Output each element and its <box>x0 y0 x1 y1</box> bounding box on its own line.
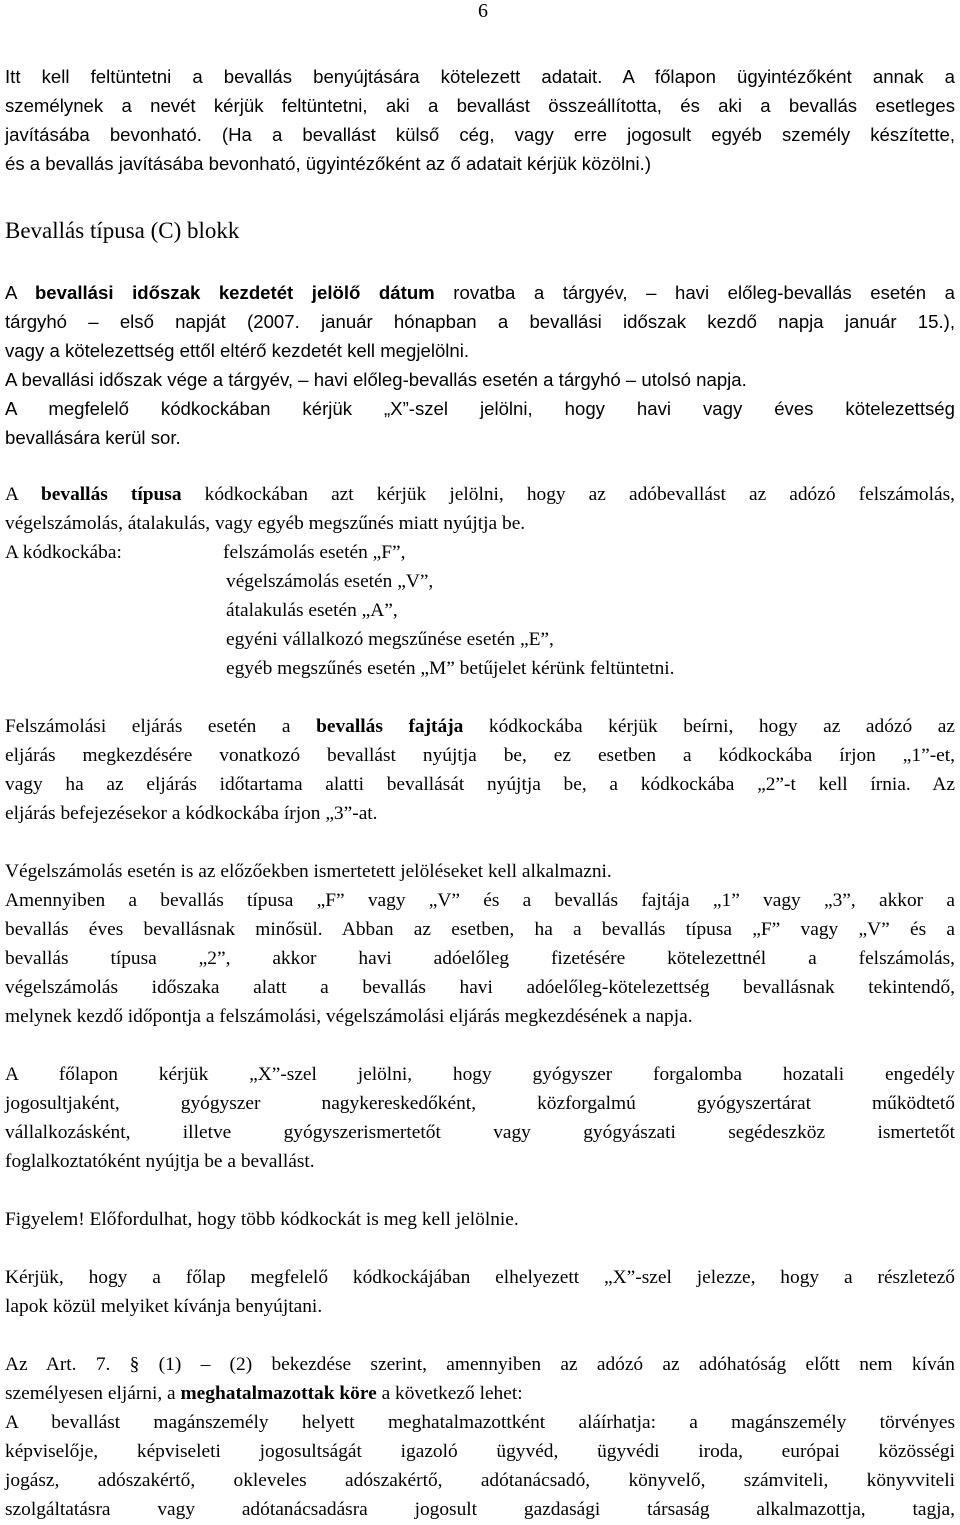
text-line: Itt kell feltüntetni a bevallás benyújtására kötelezett adatait. A főlapon ügyintézőként annak a <box>5 66 955 87</box>
text-line: személynek a nevét kérjük feltüntetni, aki a bevallást összeállította, és aki a bevallás esetleges <box>5 95 955 116</box>
text-line: A főlapon kérjük „X”-szel jelölni, hogy gyógyszer forgalomba hozatali engedély <box>5 1064 955 1085</box>
text-line: és a bevallás javításába bevonható, ügyintézőként az ő adatait kérjük közölni.) <box>5 153 652 174</box>
text-line: tárgyhó – első napját (2007. január hónapban a bevallási időszak kezdő napja január 15.), <box>5 311 955 332</box>
bold-term: bevallás fajtája <box>316 716 464 737</box>
detail-paragraph <box>5 1263 955 1321</box>
text-line: foglalkoztatóként nyújtja be a bevallást. <box>5 1151 315 1172</box>
text-line: Végelszámolás esetén is az előzőekben ismertetett jelöléseket kell alkalmazni. <box>5 861 612 882</box>
text-line: lapok közül melyiket kívánja benyújtani. <box>5 1296 323 1317</box>
bold-term: bevallási időszak kezdetét jelölő dátum <box>34 282 435 303</box>
text-line: eljárás megkezdésére vonatkozó bevallást nyújtja be, ez esetben a kódkockába írjon „1”-et, <box>5 745 955 766</box>
code-line: egyéni vállalkozó megszűnése esetén „E”, <box>226 629 554 650</box>
text-line: képviselője, képviseleti jogosultságát igazoló ügyvéd, ügyvédi iroda, európai közösségi <box>5 1441 955 1462</box>
code-line: A kódkockába: felszámolás esetén „F”, <box>5 538 955 567</box>
text-line: Figyelem! Előfordulhat, hogy több kódkockát is meg kell jelölnie. <box>5 1209 519 1230</box>
text-line: szolgáltatásra vagy adótanácsadásra jogosult gazdasági társaság alkalmazottja, tagja, <box>5 1499 955 1520</box>
text-line: végelszámolás időszaka alatt a bevallás havi adóelőleg-kötelezettség bevallásnak tekintendő, <box>5 977 955 998</box>
text-line: A bevallást magánszemély helyett meghatalmazottként aláírhatja: a magánszemély törvényes <box>5 1412 955 1433</box>
text-line: vagy a kötelezettség ettől eltérő kezdetét kell megjelölni. <box>5 340 470 361</box>
text-line: A bevallás típusa kódkockában azt kérjük jelölni, hogy az adóbevallást az adózó felszámolás, <box>5 484 955 505</box>
text-line: bevallás típusa „2”, akkor havi adóelőleg fizetésére kötelezettnél a felszámolás, <box>5 948 955 969</box>
text-line: jogász, adószakértő, okleveles adószakértő, adótanácsadó, könyvelő, számviteli, könyvviteli <box>5 1470 955 1491</box>
text-line: bevallására kerül sor. <box>5 427 181 448</box>
text-line: eljárás befejezésekor a kódkockába írjon „3”-at. <box>5 803 378 824</box>
text-line: bevallás éves bevallásnak minősül. Abban az esetben, ha a bevallás típusa „F” vagy „V” és a <box>5 919 955 940</box>
bold-term: bevallás típusa <box>41 484 182 505</box>
text-line: vagy ha az eljárás időtartama alatti bevallását nyújtja be, a kódkockába „2”-t kell írnia. Az <box>5 774 955 795</box>
text-line: vállalkozásként, illetve gyógyszerismertetőt vagy gyógyászati segédeszköz ismertetőt <box>5 1122 955 1143</box>
warning-paragraph <box>5 1205 955 1234</box>
text-line: A bevallási időszak vége a tárgyév, – havi előleg-bevallás esetén a tárgyhó – utolsó napja. <box>5 369 747 390</box>
period-paragraph <box>5 278 955 452</box>
code-line: egyéb megszűnés esetén „M” betűjelet kérünk feltüntetni. <box>226 658 675 679</box>
text-line: A bevallási időszak kezdetét jelölő dátum rovatba a tárgyév, – havi előleg-bevallás esetén a <box>5 282 956 303</box>
text-line: Amennyiben a bevallás típusa „F” vagy „V” és a bevallás fajtája „1” vagy „3”, akkor a <box>5 890 955 911</box>
text-line: Kérjük, hogy a főlap megfelelő kódkockájában elhelyezett „X”-szel jelezze, hogy a részletező <box>5 1267 955 1288</box>
code-line: átalakulás esetén „A”, <box>226 600 398 621</box>
bold-term: meghatalmazottak köre <box>180 1383 377 1404</box>
text-line: végelszámolás, átalakulás, vagy egyéb megszűnés miatt nyújtja be. <box>5 513 526 534</box>
intro-paragraph <box>5 62 955 178</box>
text-line: A megfelelő kódkockában kérjük „X”-szel jelölni, hogy havi vagy éves kötelezettség <box>5 398 955 419</box>
text-line: javításába bevonható. (Ha a bevallást külső cég, vagy erre jogosult egyéb személy készítette, <box>5 124 955 145</box>
section-heading: Bevallás típusa (C) blokk <box>5 218 240 243</box>
pharma-paragraph <box>5 1060 955 1176</box>
text-line: Felszámolási eljárás esetén a bevallás fajtája kódkockába kérjük beírni, hogy az adózó az <box>5 716 955 737</box>
art-paragraph <box>5 1350 955 1524</box>
code-line: végelszámolás esetén „V”, <box>226 571 434 592</box>
text-line: Az Art. 7. § (1) – (2) bekezdése szerint, amennyiben az adózó az adóhatóság előtt nem kíván <box>5 1354 955 1375</box>
text-line: személyesen eljárni, a meghatalmazottak köre a következő lehet: <box>5 1383 523 1404</box>
liquidation-paragraph <box>5 712 955 828</box>
code-label: A kódkockába: <box>5 542 122 563</box>
text-line: melynek kezdő időpontja a felszámolási, végelszámolási eljárás megkezdésének a napja. <box>5 1006 693 1027</box>
type-paragraph <box>5 480 955 683</box>
text-line: jogosultjaként, gyógyszer nagykereskedőként, közforgalmú gyógyszertárat működtető <box>5 1093 955 1114</box>
page-number: 6 <box>478 0 488 22</box>
final-paragraph <box>5 857 955 1031</box>
